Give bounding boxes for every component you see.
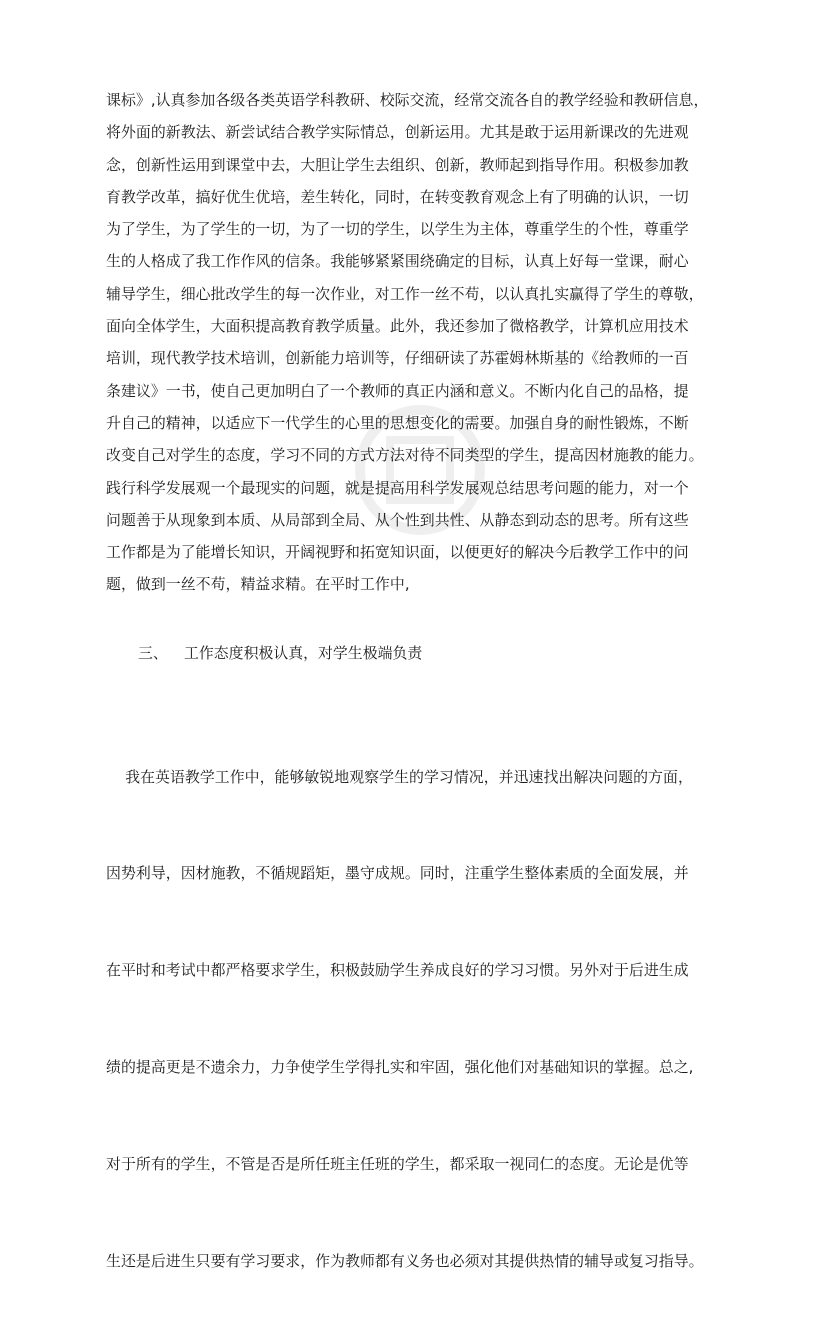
paragraph-line: 课标》,认真参加各级各类英语学科教研、校际交流，经常交流各自的教学经验和教研信息， xyxy=(106,91,709,109)
paragraph-line: 问题善于从现象到本质、从局部到全局、从个性到共性、从静态到动态的思考。所有这些 xyxy=(106,510,689,529)
paragraph-line: 念，创新性运用到课堂中去，大胆让学生去组织、创新，教师起到指导作用。积极参加教 xyxy=(106,155,689,174)
paragraph-line: 辅导学生，细心批改学生的每一次作业，对工作一丝不苟，以认真扎实赢得了学生的尊敬， xyxy=(106,284,704,303)
paragraph-1 xyxy=(106,84,742,601)
paragraph-line: 将外面的新教法、新尝试结合教学实际情总，创新运用。尤其是敢于运用新课改的先进观 xyxy=(106,123,689,142)
section-heading xyxy=(138,637,422,669)
paragraph-2 xyxy=(106,696,742,1342)
section-number: 三、 xyxy=(138,644,168,662)
paragraph-line: 在平时和考试中都严格要求学生，积极鼓励学生养成良好的学习习惯。另外对于后进生成 xyxy=(106,961,689,980)
paragraph-line: 践行科学发展观一个最现实的问题，就是提高用科学发展观总结思考问题的能力，对一个 xyxy=(106,478,689,497)
paragraph-line: 生还是后进生只要有学习要求，作为教师都有义务也必须对其提供热情的辅导或复习指导。 xyxy=(106,1252,704,1271)
paragraph-line: 我在英语教学工作中，能够敏锐地观察学生的学习情况，并迅速找出解决问题的方面， xyxy=(106,767,693,786)
paragraph-line: 绩的提高更是不遗余力，力争使学生学得扎实和牢固，强化他们对基础知识的掌握。总之, xyxy=(106,1058,694,1077)
section-title: 工作态度积极认真，对学生极端负责 xyxy=(184,644,423,662)
paragraph-line: 改变自己对学生的态度，学习不同的方式方法对待不同类型的学生，提高因材施教的能力。 xyxy=(106,446,704,465)
paragraph-line: 题，做到一丝不苟，精益求精。在平时工作中, xyxy=(106,575,410,594)
paragraph-line: 因势利导，因材施教，不循规蹈矩，墨守成规。同时，注重学生整体素质的全面发展，并 xyxy=(106,864,689,883)
paragraph-line: 为了学生，为了学生的一切，为了一切的学生，以学生为主体，尊重学生的个性，尊重学 xyxy=(106,220,689,239)
paragraph-line: 升自己的精神，以适应下一代学生的心里的思想变化的需要。加强自身的耐性锻炼，不断 xyxy=(106,413,689,432)
paragraph-line: 培训，现代教学技术培训，创新能力培训等，仔细研读了苏霍姆林斯基的《给教师的一百 xyxy=(106,349,689,368)
paragraph-line: 条建议》一书，使自己更加明白了一个教师的真正内涵和意义。不断内化自己的品格，提 xyxy=(106,381,689,400)
paragraph-line: 面向全体学生，大面积提高教育教学质量。此外，我还参加了微格教学，计算机应用技术 xyxy=(106,317,689,336)
paragraph-line: 育教学改革，搞好优生优培，差生转化，同时，在转变教育观念上有了明确的认识，一切 xyxy=(106,187,689,206)
paragraph-line: 对于所有的学生，不管是否是所任班主任班的学生，都采取一视同仁的态度。无论是优等 xyxy=(106,1155,689,1174)
paragraph-line: 生的人格成了我工作作风的信条。我能够紧紧围绕确定的目标，认真上好每一堂课，耐心 xyxy=(106,252,689,271)
paragraph-line: 工作都是为了能增长知识，开阔视野和拓宽知识面，以便更好的解决今后教学工作中的问 xyxy=(106,543,689,562)
